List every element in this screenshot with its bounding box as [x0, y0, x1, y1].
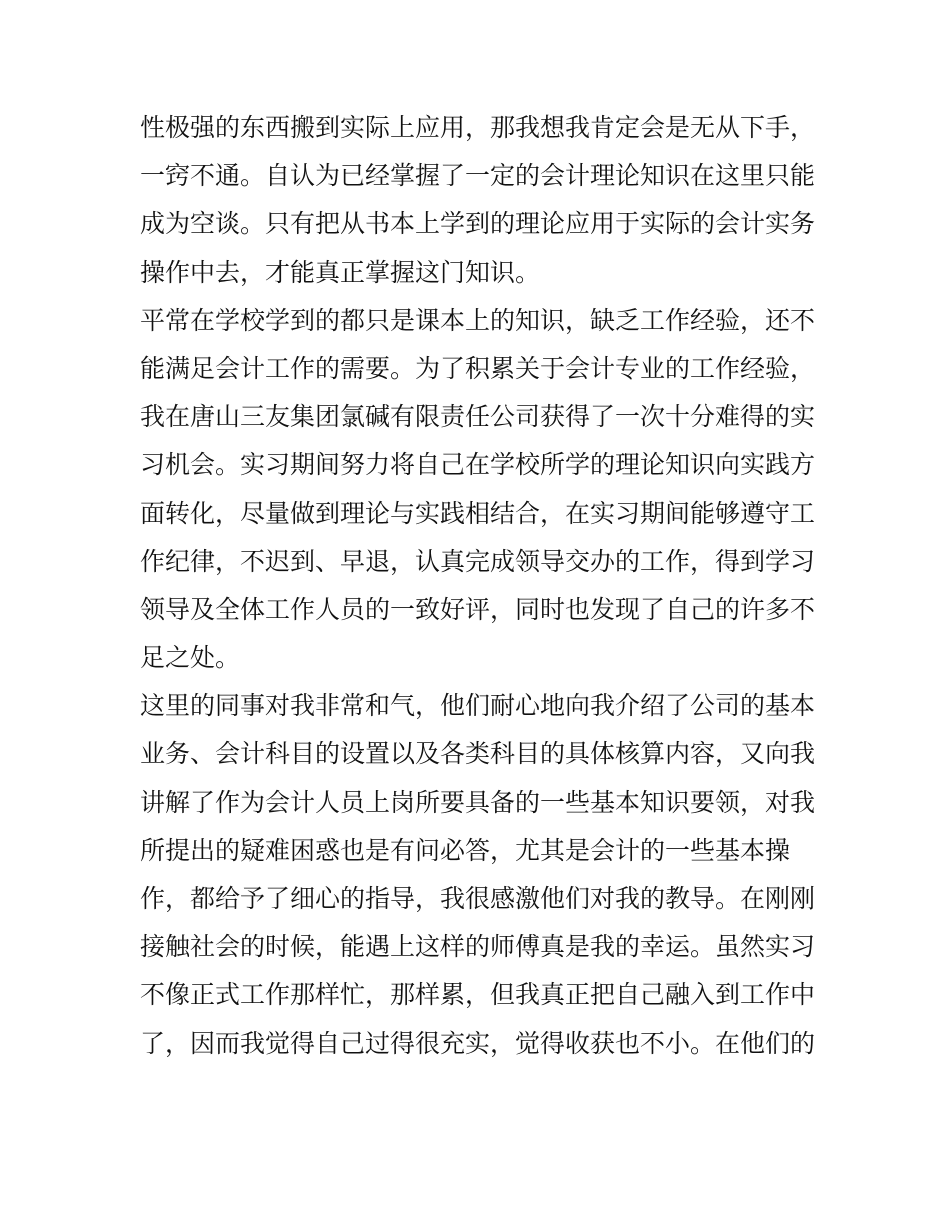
text-line: 面转化，尽量做到理论与实践相结合，在实习期间能够遵守工	[140, 498, 816, 528]
text-line: 成为空谈。只有把从书本上学到的理论应用于实际的会计实务	[140, 209, 816, 239]
text-line: 能满足会计工作的需要。为了积累关于会计专业的工作经验，	[140, 353, 816, 383]
text-line: 性极强的东西搬到实际上应用，那我想我肯定会是无从下手，	[140, 113, 816, 142]
text-line: 业务、会计科目的设置以及各类科目的具体核算内容，又向我	[140, 739, 816, 769]
text-line: 这里的同事对我非常和气，他们耐心地向我介绍了公司的基本	[140, 691, 816, 721]
text-line: 了，因而我觉得自己过得很充实，觉得收获也不小。在他们的	[140, 1028, 816, 1058]
text-line: 作纪律，不迟到、早退，认真完成领导交办的工作，得到学习	[140, 546, 816, 576]
text-line: 接触社会的时候，能遇上这样的师傅真是我的幸运。虽然实习	[140, 932, 816, 962]
body-text	[140, 104, 820, 1068]
text-line: 平常在学校学到的都只是课本上的知识，缺乏工作经验，还不	[140, 305, 816, 335]
text-line: 讲解了作为会计人员上岗所要具备的一些基本知识要领，对我	[140, 787, 816, 817]
text-line: 习机会。实习期间努力将自己在学校所学的理论知识向实践方	[140, 450, 816, 480]
text-line: 所提出的疑难困惑也是有问必答，尤其是会计的一些基本操	[140, 835, 791, 865]
text-line: 作，都给予了细心的指导，我很感激他们对我的教导。在刚刚	[140, 884, 816, 913]
text-line: 我在唐山三友集团氯碱有限责任公司获得了一次十分难得的实	[140, 402, 816, 432]
text-line: 足之处。	[140, 643, 241, 673]
text-line: 操作中去，才能真正掌握这门知识。	[140, 257, 541, 287]
text-line: 不像正式工作那样忙，那样累，但我真正把自己融入到工作中	[140, 980, 816, 1010]
text-line: 一窍不通。自认为已经掌握了一定的会计理论知识在这里只能	[140, 161, 816, 191]
text-line: 领导及全体工作人员的一致好评，同时也发现了自己的许多不	[140, 594, 816, 624]
